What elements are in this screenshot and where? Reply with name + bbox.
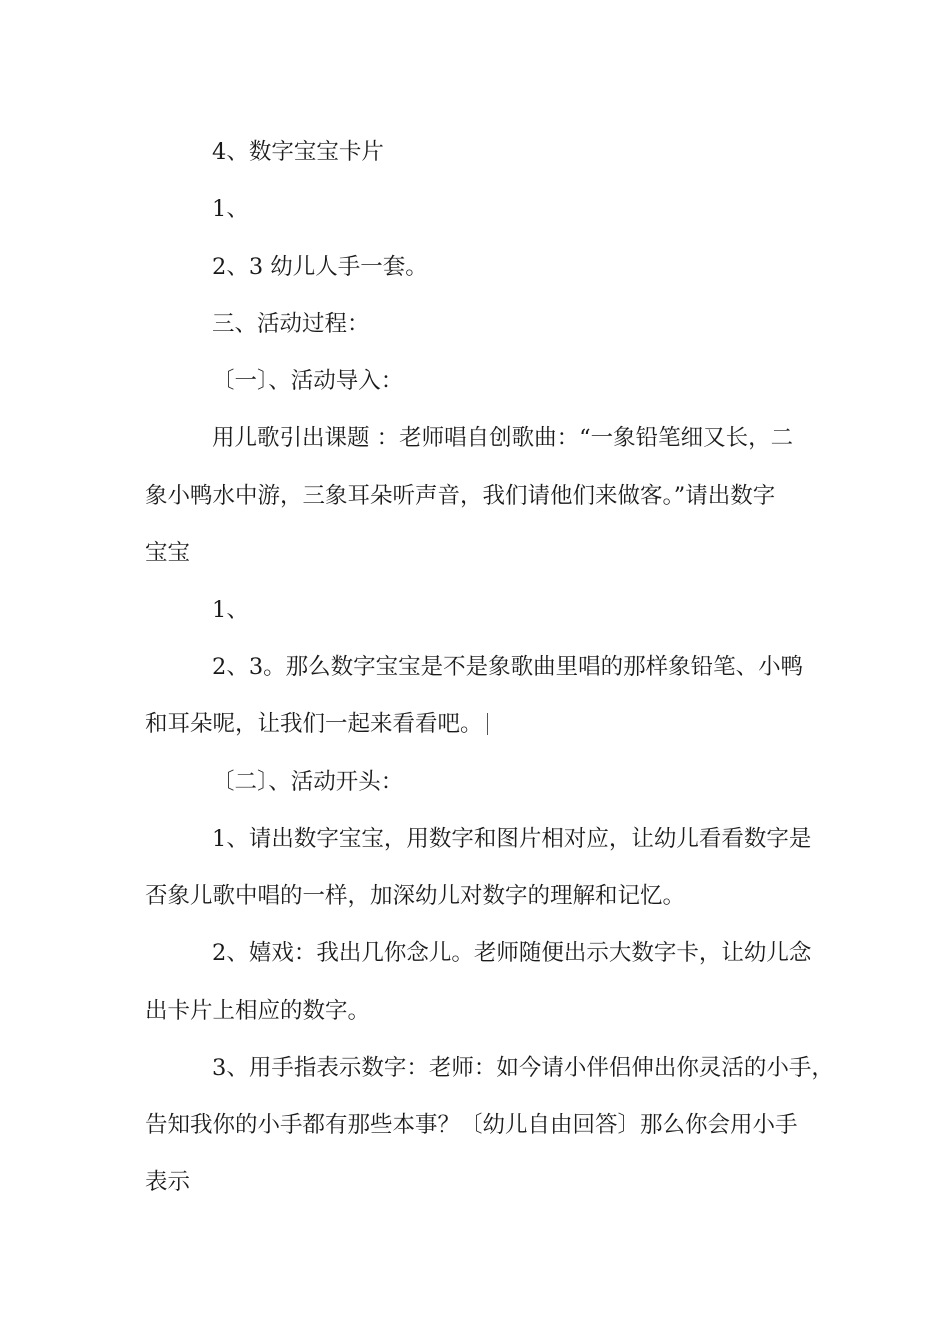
step-1-line-2: 否象儿歌中唱的一样，加深幼儿对数字的理解和记忆。	[145, 883, 686, 909]
material-item-2-3: 2、3 幼儿人手一套。	[212, 254, 428, 280]
paragraph-numbered-2-line-1: 2、3。那么数字宝宝是不是象歌曲里唱的那样象铅笔、小鸭	[212, 654, 804, 680]
step-2-line-2: 出卡片上相应的数字。	[145, 998, 371, 1024]
paragraph-intro-line-3: 宝宝	[145, 540, 191, 566]
paragraph-numbered-2-line-2	[145, 709, 488, 739]
step-3-line-2: 告知我你的小手都有那些本事？〔幼儿自由回答〕那么你会用小手	[145, 1112, 798, 1138]
material-item-1: 1、	[212, 196, 249, 222]
paragraph-intro-line-1: 用儿歌引出课题 ：老师唱自创歌曲：“一象铅笔细又长，二	[212, 425, 794, 451]
step-3-line-3: 表示	[145, 1169, 191, 1195]
section-heading-process: 三、活动过程：	[212, 311, 370, 337]
text-cursor	[487, 713, 488, 735]
subsection-heading-intro: 〔一〕、活动导入：	[212, 368, 404, 394]
step-3-line-1: 3、用手指表示数字：老师：如今请小伴侣伸出你灵活的小手，	[212, 1055, 834, 1081]
step-2-line-1: 2、嬉戏：我出几你念儿。老师随便出示大数字卡，让幼儿念	[212, 940, 812, 966]
step-1-line-1: 1、请出数字宝宝，用数字和图片相对应，让幼儿看看数字是	[212, 826, 812, 852]
material-item-4: 4、数字宝宝卡片	[212, 139, 384, 165]
paragraph-numbered-1: 1、	[212, 597, 249, 623]
paragraph-intro-line-2: 象小鸭水中游，三象耳朵听声音，我们请他们来做客。”请出数字	[145, 483, 776, 509]
subsection-heading-start: 〔二〕、活动开头：	[212, 769, 404, 795]
paragraph-numbered-2-line-2-text: 和耳朵呢，让我们一起来看看吧。	[145, 711, 483, 737]
